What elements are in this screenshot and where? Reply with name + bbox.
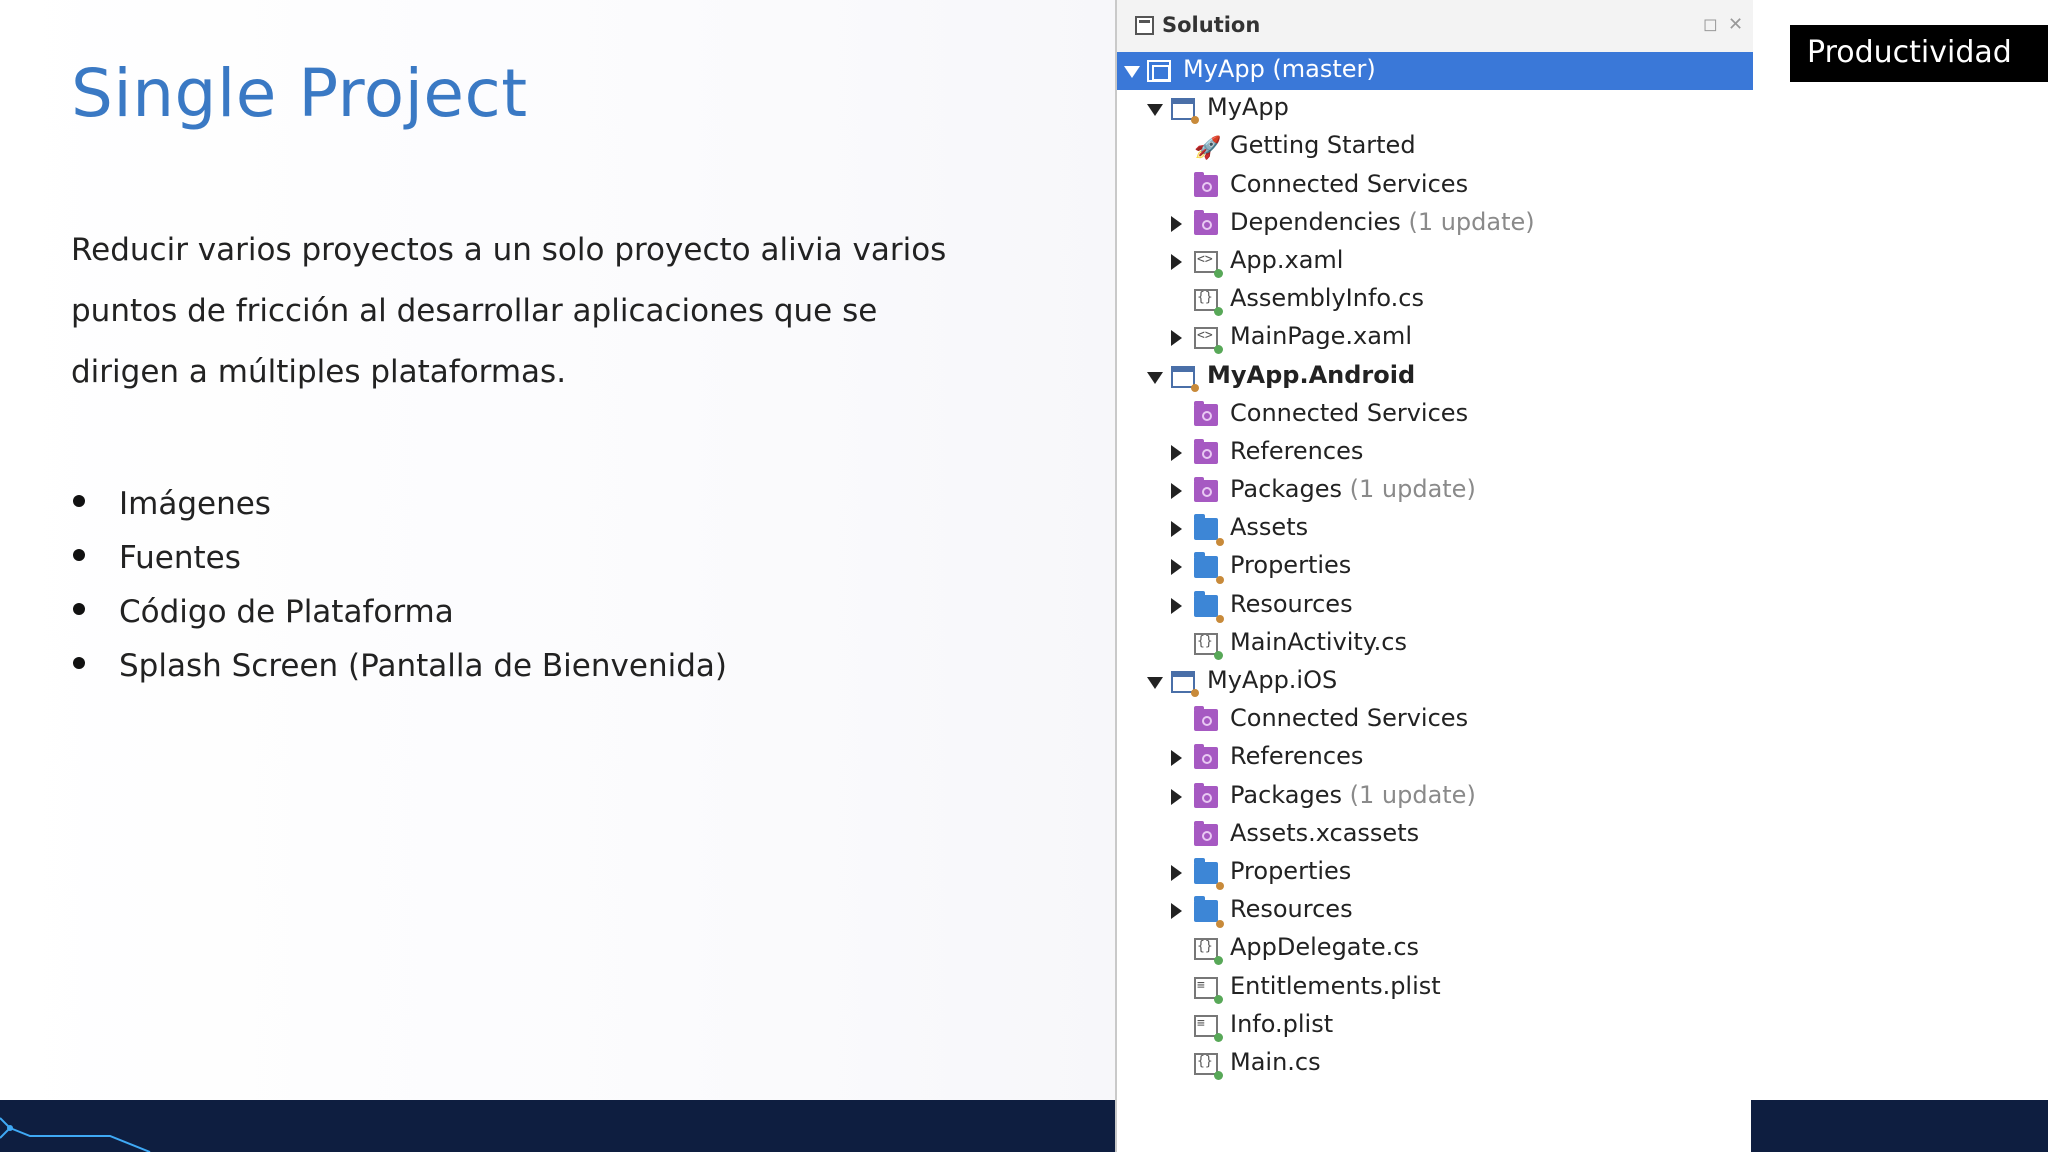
tree-row[interactable] — [1117, 358, 1753, 396]
expand-arrow-down-icon[interactable] — [1147, 372, 1163, 384]
tree-row-label — [1230, 513, 1308, 541]
expand-arrow-right-icon[interactable] — [1171, 865, 1182, 881]
tree-row-name: App.xaml — [1230, 245, 1344, 274]
tree-row-label — [1230, 322, 1412, 350]
tree-row-label — [1230, 1010, 1333, 1038]
tree-row-label — [1230, 1048, 1321, 1076]
bullet-text: Código de Plataforma — [119, 594, 454, 630]
tree-row-label — [1230, 246, 1343, 274]
cs-file-icon: {} — [1194, 1053, 1218, 1075]
bullet-dot-icon — [73, 549, 85, 561]
update-count-label: (1 update) — [1408, 207, 1535, 236]
plist-file-icon: ≡ — [1194, 1015, 1218, 1037]
tree-row-label — [1230, 551, 1351, 579]
expand-arrow-right-icon[interactable] — [1171, 598, 1182, 614]
tree-row-label — [1230, 857, 1351, 885]
tree-row-label — [1230, 284, 1424, 312]
expand-arrow-down-icon[interactable] — [1124, 66, 1140, 78]
tree-row-name: Info.plist — [1230, 1009, 1334, 1038]
close-icon[interactable]: ✕ — [1728, 14, 1744, 35]
tree-row-label — [1230, 208, 1535, 236]
tree-row[interactable] — [1117, 663, 1753, 701]
solution-tree — [1117, 52, 1753, 1083]
expand-arrow-right-icon[interactable] — [1171, 330, 1182, 346]
project-icon — [1171, 366, 1195, 388]
bullet-dot-icon — [73, 603, 85, 615]
update-count-label: (1 update) — [1349, 780, 1476, 809]
tree-row-name: Connected Services — [1230, 704, 1469, 733]
tree-row-label — [1230, 475, 1476, 503]
tree-row[interactable] — [1117, 778, 1753, 816]
references-icon — [1194, 442, 1218, 464]
maximize-icon[interactable]: ◻ — [1703, 14, 1718, 35]
section-tag: Productividad — [1790, 25, 2048, 82]
tree-row-name: Connected Services — [1230, 398, 1469, 427]
tree-row-name: Assets.xcassets — [1230, 818, 1420, 847]
tree-row[interactable] — [1117, 701, 1753, 739]
tree-row-label — [1230, 590, 1353, 618]
slide-body-text: Reducir varios proyectos a un solo proyecto alivia varios puntos de fricción al desarrollar aplicaciones que se dirigen a múltiples plataformas. — [71, 232, 947, 390]
expand-arrow-right-icon[interactable] — [1171, 521, 1182, 537]
connected-services-icon — [1194, 175, 1218, 197]
tree-row-name: MyApp (master) — [1183, 55, 1376, 83]
tree-row[interactable] — [1117, 128, 1753, 166]
tree-row-name: MainPage.xaml — [1230, 322, 1412, 351]
tree-row[interactable] — [1117, 472, 1753, 510]
tree-row-name: Properties — [1230, 856, 1352, 885]
tree-row[interactable] — [1117, 625, 1753, 663]
expand-arrow-down-icon[interactable] — [1147, 104, 1163, 116]
tree-row[interactable] — [1117, 816, 1753, 854]
solution-pad-icon — [1135, 16, 1154, 35]
connected-services-icon — [1194, 404, 1218, 426]
cs-file-icon: {} — [1194, 289, 1218, 311]
xaml-file-icon: <> — [1194, 251, 1218, 273]
expand-arrow-right-icon[interactable] — [1171, 559, 1182, 575]
tree-row-label — [1230, 933, 1419, 961]
tree-row-name: MyApp.Android — [1207, 360, 1416, 389]
packages-icon — [1194, 786, 1218, 808]
tree-row-name: Resources — [1230, 589, 1353, 618]
folder-icon — [1194, 862, 1218, 884]
expand-arrow-down-icon[interactable] — [1147, 677, 1163, 689]
tree-row[interactable] — [1117, 587, 1753, 625]
tree-row-label — [1230, 628, 1407, 656]
tree-row-name: Properties — [1230, 551, 1352, 580]
update-count-label: (1 update) — [1349, 475, 1476, 504]
tree-row[interactable] — [1117, 969, 1753, 1007]
tree-row[interactable] — [1117, 892, 1753, 930]
tree-row-name: Getting Started — [1230, 131, 1416, 160]
expand-arrow-right-icon[interactable] — [1171, 903, 1182, 919]
tree-row[interactable] — [1117, 243, 1753, 281]
tree-row-label — [1230, 742, 1363, 770]
bullet-item — [71, 639, 727, 693]
tree-row-label — [1230, 704, 1468, 732]
solution-panel — [1115, 0, 1751, 1152]
tree-row-name: AssemblyInfo.cs — [1230, 284, 1425, 313]
packages-icon — [1194, 480, 1218, 502]
tree-row-name: References — [1230, 742, 1364, 771]
folder-icon — [1194, 900, 1218, 922]
tree-row-name: Packages — [1230, 475, 1342, 504]
tree-row-name: Packages — [1230, 780, 1342, 809]
solution-panel-title: Solution — [1162, 13, 1261, 37]
rocket-icon: 🚀 — [1194, 136, 1222, 162]
expand-arrow-right-icon[interactable] — [1171, 483, 1182, 499]
references-icon — [1194, 747, 1218, 769]
tree-row-name: MyApp.iOS — [1207, 666, 1338, 694]
tree-row[interactable] — [1117, 52, 1753, 90]
tree-row[interactable] — [1117, 205, 1753, 243]
tree-row-name: MainActivity.cs — [1230, 627, 1407, 656]
tree-row-name: Assets — [1230, 513, 1309, 542]
tree-row[interactable] — [1117, 434, 1753, 472]
project-icon — [1171, 98, 1195, 120]
plist-file-icon: ≡ — [1194, 977, 1218, 999]
tree-row-name: Dependencies — [1230, 207, 1401, 236]
tree-row-name: MyApp — [1207, 93, 1289, 122]
bullet-item — [71, 477, 727, 531]
cs-file-icon: {} — [1194, 633, 1218, 655]
project-icon — [1171, 671, 1195, 693]
expand-arrow-right-icon[interactable] — [1171, 254, 1182, 270]
tree-row[interactable] — [1117, 930, 1753, 968]
bullet-text: Fuentes — [119, 540, 241, 576]
circuit-decoration-icon — [0, 1100, 200, 1152]
bullet-list — [71, 477, 727, 693]
bullet-text: Splash Screen (Pantalla de Bienvenida) — [119, 648, 727, 684]
tree-row-label — [1230, 781, 1476, 809]
expand-arrow-right-icon[interactable] — [1171, 750, 1182, 766]
tree-row-label — [1230, 131, 1416, 159]
connected-services-icon — [1194, 709, 1218, 731]
folder-icon — [1194, 556, 1218, 578]
tree-row-name: Main.cs — [1230, 1047, 1321, 1076]
tree-row[interactable] — [1117, 1045, 1753, 1083]
tree-row[interactable] — [1117, 1007, 1753, 1045]
dependencies-icon — [1194, 213, 1218, 235]
tree-row-name: Connected Services — [1230, 169, 1469, 198]
solution-icon — [1147, 60, 1171, 82]
tree-row-label — [1230, 399, 1468, 427]
tree-row-label — [1230, 972, 1441, 1000]
expand-arrow-right-icon[interactable] — [1171, 445, 1182, 461]
slide-title: Single Project — [71, 55, 528, 132]
bullet-text: Imágenes — [119, 486, 271, 522]
tree-row[interactable] — [1117, 319, 1753, 357]
tree-row[interactable] — [1117, 167, 1753, 205]
solution-panel-header — [1117, 0, 1753, 52]
tree-row-label — [1207, 361, 1415, 389]
cs-file-icon: {} — [1194, 938, 1218, 960]
tree-row[interactable] — [1117, 739, 1753, 777]
tree-row-label — [1207, 666, 1337, 694]
xcassets-icon — [1194, 824, 1218, 846]
bullet-item — [71, 585, 727, 639]
tree-row-name: References — [1230, 436, 1364, 465]
folder-icon — [1194, 518, 1218, 540]
tree-row[interactable] — [1117, 510, 1753, 548]
tree-row[interactable] — [1117, 90, 1753, 128]
tree-row-label — [1230, 437, 1363, 465]
tree-row[interactable] — [1117, 396, 1753, 434]
expand-arrow-right-icon[interactable] — [1171, 216, 1182, 232]
tree-row-label — [1183, 55, 1376, 83]
tree-row-label — [1230, 895, 1353, 923]
xaml-file-icon: <> — [1194, 327, 1218, 349]
tree-row-name: Resources — [1230, 895, 1353, 924]
tree-row-label — [1230, 170, 1468, 198]
bullet-item — [71, 531, 727, 585]
tree-row-name: AppDelegate.cs — [1230, 933, 1420, 962]
folder-icon — [1194, 595, 1218, 617]
tree-row-label — [1230, 819, 1419, 847]
tree-row[interactable] — [1117, 854, 1753, 892]
tree-row-name: Entitlements.plist — [1230, 971, 1441, 1000]
bullet-dot-icon — [73, 657, 85, 669]
bullet-dot-icon — [73, 495, 85, 507]
tree-row-label — [1207, 93, 1289, 121]
tree-row[interactable] — [1117, 281, 1753, 319]
expand-arrow-right-icon[interactable] — [1171, 789, 1182, 805]
tree-row[interactable] — [1117, 548, 1753, 586]
